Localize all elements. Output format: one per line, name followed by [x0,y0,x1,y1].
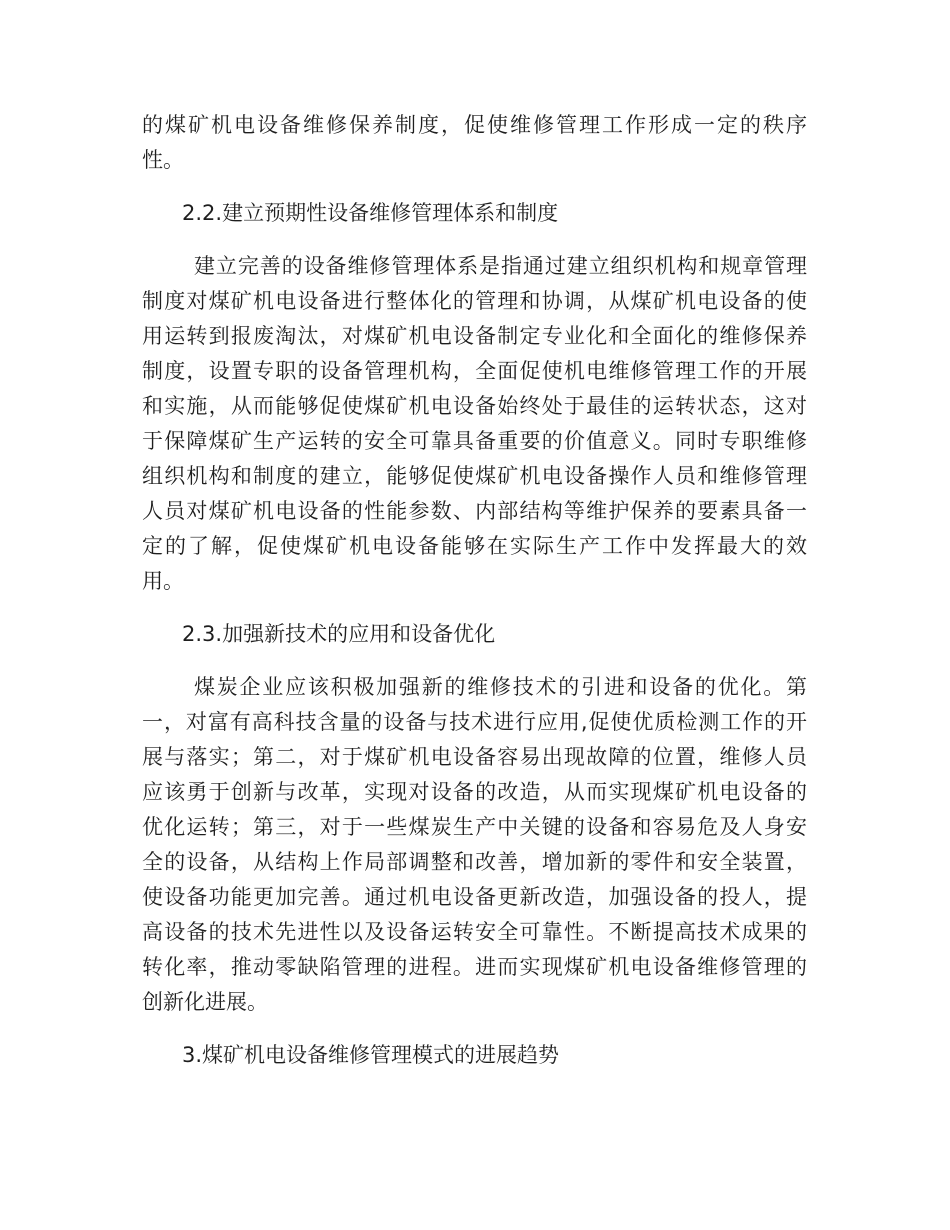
paragraph-line: 制度对煤矿机电设备进行整体化的管理和协调，从煤矿机电设备的使 [142,289,807,313]
section-2-2-paragraph [142,249,807,599]
section-heading-2-3: 2.3.加强新技术的应用和设备优化 [182,622,496,646]
paragraph-line: 创新化进展。 [142,990,268,1014]
paragraph-line: 应该勇于创新与改革，实现对设备的改造，从而实现煤矿机电设备的 [142,780,807,804]
paragraph-line: 用运转到报废淘汰，对煤矿机电设备制定专业化和全面化的维修保养 [142,324,807,348]
paragraph-line: 全的设备，从结构上作局部调整和改善，增加新的零件和安全装置， [142,850,807,874]
paragraph-line: 人员对煤矿机电设备的性能参数、内部结构等维护保养的要素具备一 [142,499,807,523]
paragraph-line: 一，对富有高科技含量的设备与技术进行应用,促使优质检测工作的开 [142,710,807,734]
intro-paragraph [142,108,807,178]
paragraph-line: 用。 [142,569,184,593]
paragraph-line: 制度，设置专职的设备管理机构，全面促使机电维修管理工作的开展 [142,359,807,383]
section-2-3-paragraph [142,670,807,1020]
document-body [142,108,807,1091]
intro-line: 性。 [142,148,184,172]
paragraph-line: 组织机构和制度的建立，能够促使煤矿机电设备操作人员和维修管理 [142,464,807,488]
paragraph-line: 使设备功能更加完善。通过机电设备更新改造，加强设备的投人，提 [142,885,807,909]
paragraph-line: 于保障煤矿生产运转的安全可靠具备重要的价值意义。同时专职维修 [142,429,807,453]
section-heading-3: 3.煤矿机电设备维修管理模式的进展趋势 [182,1043,560,1067]
intro-line: 的煤矿机电设备维修保养制度，促使维修管理工作形成一定的秩序 [142,113,807,137]
paragraph-line: 高设备的技术先进性以及设备运转安全可靠性。不断提高技术成果的 [142,920,807,944]
paragraph-line: 建立完善的设备维修管理体系是指通过建立组织机构和规章管理 [194,254,807,278]
paragraph-line: 展与落实；第二，对于煤矿机电设备容易出现故障的位置，维修人员 [142,745,807,769]
paragraph-line: 定的了解，促使煤矿机电设备能够在实际生产工作中发挥最大的效 [142,534,807,558]
paragraph-line: 和实施，从而能够促使煤矿机电设备始终处于最佳的运转状态，这对 [142,394,807,418]
section-heading-2-2: 2.2.建立预期性设备维修管理体系和制度 [182,201,559,225]
paragraph-line: 转化率，推动零缺陷管理的进程。进而实现煤矿机电设备维修管理的 [142,955,807,979]
paragraph-line: 优化运转；第三，对于一些煤炭生产中关键的设备和容易危及人身安 [142,815,807,839]
paragraph-line: 煤炭企业应该积极加强新的维修技术的引进和设备的优化。第 [194,675,807,699]
